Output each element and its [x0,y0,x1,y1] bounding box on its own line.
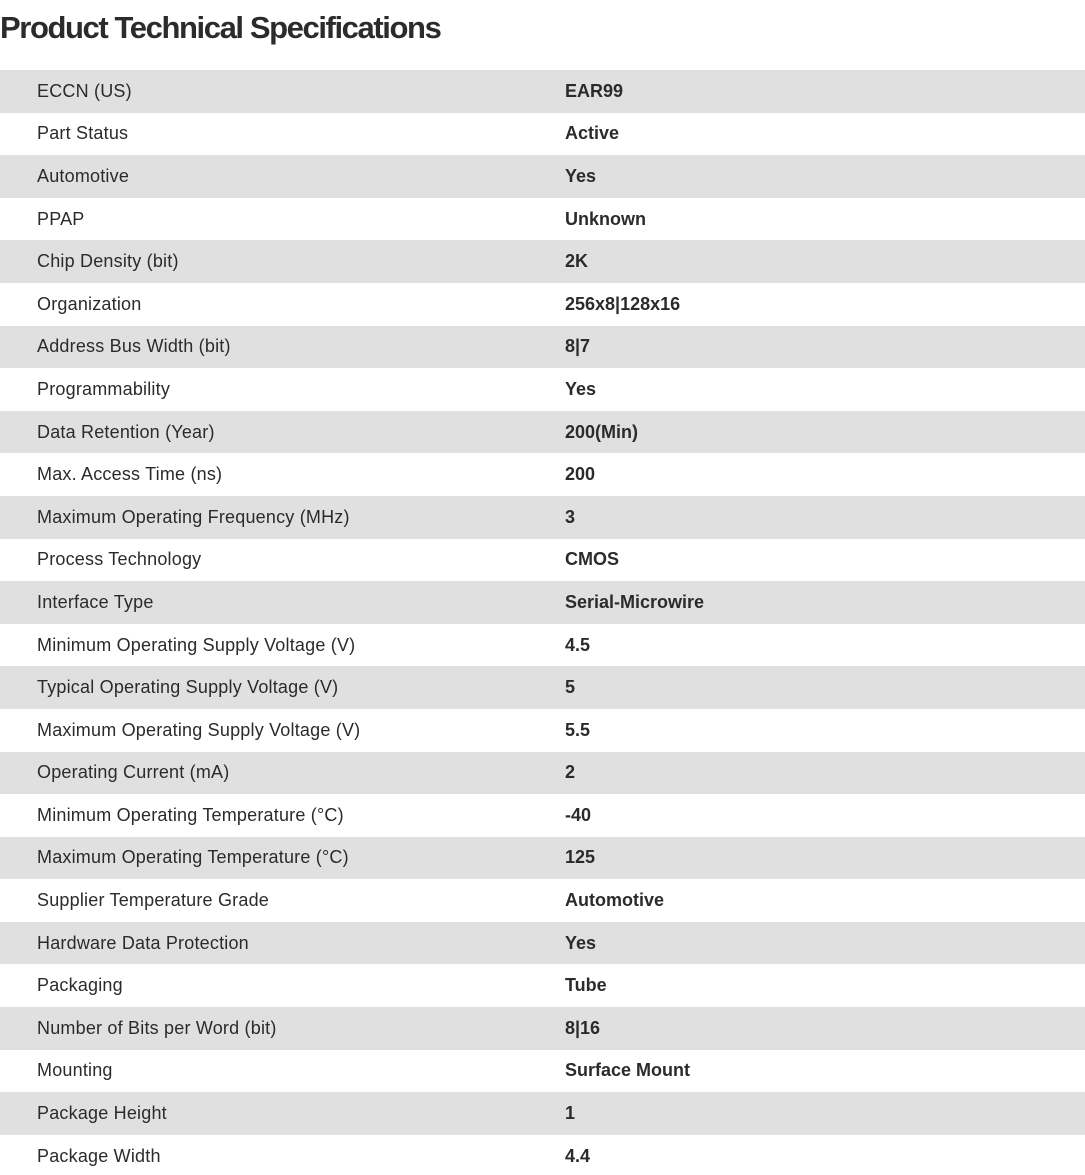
spec-value: Tube [565,975,607,996]
spec-value: 125 [565,847,596,868]
spec-value: 8|16 [565,1017,601,1038]
spec-table [0,70,1085,1175]
spec-row [0,326,1085,369]
spec-label: Chip Density (bit) [37,251,179,272]
spec-row [0,624,1085,667]
spec-value: 200(Min) [565,421,639,442]
spec-label: PPAP [37,208,85,229]
page-title: Product Technical Specifications [0,10,441,45]
spec-value: -40 [565,804,592,825]
spec-value: Automotive [565,890,664,911]
spec-label: Process Technology [37,549,202,570]
spec-row [0,794,1085,837]
spec-row [0,368,1085,411]
spec-label: Maximum Operating Temperature (°C) [37,847,349,868]
spec-label: Package Width [37,1145,161,1166]
spec-row [0,879,1085,922]
spec-value: 2K [565,251,589,272]
spec-row [0,709,1085,752]
spec-row [0,922,1085,965]
spec-label: Address Bus Width (bit) [37,336,231,357]
spec-label: Mounting [37,1060,113,1081]
spec-label: Maximum Operating Frequency (MHz) [37,506,350,527]
spec-row [0,283,1085,326]
spec-label: Hardware Data Protection [37,932,249,953]
spec-label: Minimum Operating Supply Voltage (V) [37,634,356,655]
spec-row [0,1092,1085,1135]
spec-label: ECCN (US) [37,80,132,101]
spec-row [0,1050,1085,1093]
spec-row [0,1135,1085,1175]
spec-row [0,581,1085,624]
spec-value: Surface Mount [565,1060,691,1081]
spec-label: Organization [37,293,142,314]
spec-label: Number of Bits per Word (bit) [37,1017,277,1038]
spec-value: 8|7 [565,336,591,357]
spec-value: 3 [565,506,576,527]
spec-value: EAR99 [565,80,624,101]
spec-value: Yes [565,165,597,186]
spec-value: 4.4 [565,1145,591,1166]
spec-value: 5.5 [565,719,591,740]
spec-value: Unknown [565,208,646,229]
spec-value: Yes [565,378,597,399]
spec-row [0,539,1085,582]
spec-label: Interface Type [37,591,154,612]
spec-row [0,240,1085,283]
spec-value: Serial-Microwire [565,591,705,612]
spec-label: Maximum Operating Supply Voltage (V) [37,719,361,740]
spec-row [0,496,1085,539]
spec-row [0,752,1085,795]
spec-value: 4.5 [565,634,591,655]
spec-value: 2 [565,762,576,783]
spec-label: Max. Access Time (ns) [37,464,223,485]
spec-value: Active [565,123,620,144]
spec-value: CMOS [565,549,619,570]
spec-row [0,198,1085,241]
spec-row [0,411,1085,454]
spec-label: Data Retention (Year) [37,421,215,442]
spec-label: Part Status [37,123,129,144]
spec-label: Automotive [37,165,130,186]
spec-row [0,1007,1085,1050]
spec-value: 5 [565,677,576,698]
spec-value: 1 [565,1103,576,1124]
spec-value: Yes [565,932,597,953]
spec-row [0,70,1085,113]
spec-label: Supplier Temperature Grade [37,890,269,911]
spec-row [0,113,1085,156]
spec-label: Package Height [37,1103,167,1124]
spec-label: Minimum Operating Temperature (°C) [37,804,344,825]
spec-row [0,964,1085,1007]
spec-row [0,837,1085,880]
spec-label: Programmability [37,378,171,399]
spec-row [0,155,1085,198]
spec-label: Operating Current (mA) [37,762,230,783]
spec-label: Packaging [37,975,123,996]
spec-value: 200 [565,464,596,485]
spec-row [0,453,1085,496]
spec-row [0,666,1085,709]
spec-label: Typical Operating Supply Voltage (V) [37,677,339,698]
spec-value: 256x8|128x16 [565,293,681,314]
